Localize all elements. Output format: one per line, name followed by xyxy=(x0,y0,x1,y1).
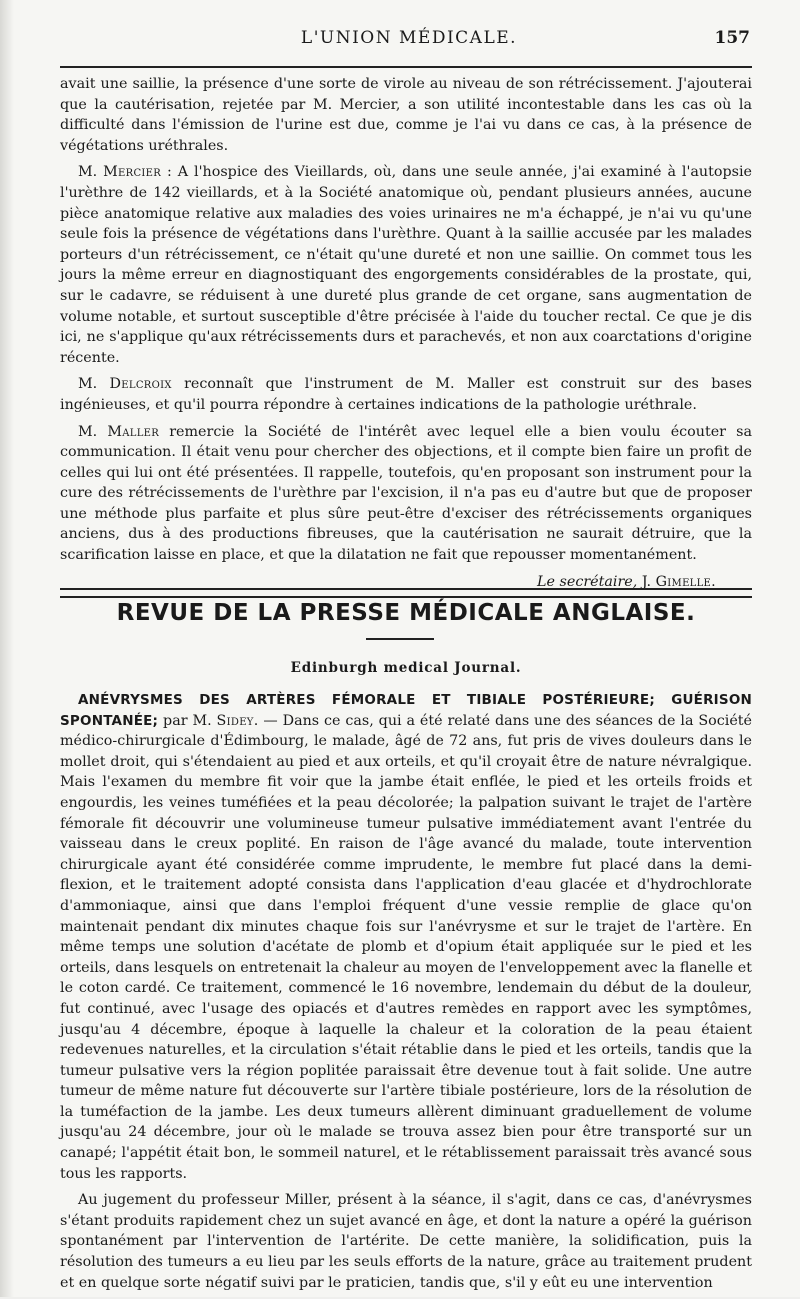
speaker-prefix: M. xyxy=(78,423,98,440)
journal-running-title: L'UNION MÉDICALE. xyxy=(300,28,518,48)
section-divider xyxy=(60,588,752,598)
speech-text: reconnaît que l'instrument de M. Maller est construit sur des bases ingénieuses, et qu'il pourra répondre à certaines indications de la pathologie uréthrale. xyxy=(60,376,753,413)
article-paragraph: Au jugement du professeur Miller, présent à la séance, il s'agit, dans ce cas, d'anévrysmes s'étant produits rapidement chez un sujet avancé en âge, et dont la nature a opéré la guérison spontanément par l'intervention de l'artérite. De cette manière, la solidification, puis la résolution des tumeurs a eu lieu par les seuls efforts de la nature, grâce au traitement prudent et en quelque sorte négatif suivi par le praticien, tandis que, s'il y eût eu une intervention xyxy=(60,1192,752,1291)
discussion-paragraph xyxy=(60,374,752,415)
speaker-name: Delcroix xyxy=(109,376,172,393)
page-edge-shadow xyxy=(0,0,14,1297)
speech-text: : A l'hospice des Vieillards, où, dans une seule année, j'ai examiné à l'autopsie l'urèthre de 142 vieillards, et à la Société anatomique où, pendant plusieurs années, aucune pièce anatomique relative aux maladies des voies urinaires ne m'a échappé, je n'ai vu qu'une seule fois la présence de végétations dans l'urèthre. Quant à la saillie accusée par les malades porteurs d'un rétrécissement, ce n'était qu'une dureté et non une saillie. On commet tous les jours la même erreur en diagnostiquant des engorgements considérables de la prostate, qui, sur le cadavre, se réduisent à une dureté plus grande de cet organe, sans augmentation de volume notable, et surtout susceptible d'être précisée à l'aide du toucher rectal. Ce que je dis ici, ne s'applique qu'aux rétrécissements durs et parachevés, et non aux coarctations d'origine récente. xyxy=(60,164,752,366)
author-name: Sidey. xyxy=(216,712,259,729)
discussion-paragraph xyxy=(60,162,752,368)
article-text: — Dans ce cas, qui a été relaté dans une des séances de la Société médico-chirurgicale d'Édimbourg, le malade, âgé de 72 ans, fut pris de vives douleurs dans le mollet droit, qui s'étendaient au pied et aux orteils, et qu'il croyait être de nature névralgique. Mais l'examen du membre fit voir que la jambe était enflée, le pied et les orteils froids et engourdis, les veines tuméfiées et la peau décolorée; la palpation suivant le trajet de l'artère fémorale fit découvrir une volumineuse tumeur pulsative immédiatement avant l'entrée du vaisseau dans le creux poplité. En raison de l'âge avancé du malade, toute intervention chirurgicale ayant été considérée comme imprudente, le membre fut placé dans la demi-flexion, et le traitement adopté consista dans l'application d'eau glacée et d'hydrochlorate d'ammoniaque, ainsi que dans l'emploi fréquent d'une vessie remplie de glace qu'on maintenait pendant dix minutes chaque fois sur l'anévrysme et sur le trajet de l'artère. En même temps une solution d'acétate de plomb et d'opium était appliquée sur le pied et les orteils, dans lesquels on entretenait la chaleur au moyen de l'enveloppement avec la flanelle et le coton cardé. Ce traitement, commencé le 16 novembre, lendemain du début de la douleur, fut continué, avec l'usage des opiacés et d'autres remèdes en rapport avec les symptômes, jusqu'au 4 décembre, époque à laquelle la chaleur et la coloration de la peau étaient redevenues naturelles, et la circulation s'était rétablie dans le pied et les orteils, tandis que la tumeur pulsative vers la région poplitée paraissait être devenue tout à fait solide. Une autre tumeur de même nature fut découverte sur l'artère tibiale postérieure, lors de la résolution de la tuméfaction de la jambe. Les deux tumeurs allèrent diminuant graduellement de volume jusqu'au 24 décembre, jour où le malade se trouva assez bien pour être transporté sur un canapé; l'appétit était bon, le sommeil naturel, et le rétablissement paraissait très avancé sous tous les rapports. xyxy=(60,712,752,1182)
speaker-name: Maller xyxy=(107,423,160,440)
speaker-prefix: M. xyxy=(78,164,98,181)
speaker-name: Mercier xyxy=(103,164,162,181)
title-underline xyxy=(366,638,434,640)
signature-role: Le secrétaire, xyxy=(537,573,638,590)
section-title: REVUE DE LA PRESSE MÉDICALE ANGLAISE. xyxy=(116,600,696,626)
discussion-section xyxy=(60,74,752,592)
article-heading: ANÉVRYSMES DES ARTÈRES FÉMORALE ET TIBIALE POSTÉRIEURE; GUÉRISON SPONTANÉE; xyxy=(60,692,752,729)
speech-text: remercie la Société de l'intérêt avec lequel elle a bien voulu écouter sa communication. Il était venu pour chercher des objections, et il compte bien faire un profit de celles qui lui ont été présentées. Il rappelle, toutefois, qu'en proposant son instrument pour la cure des rétrécissements de l'urèthre par l'excision, il n'a pas eu d'autre but que de proposer une méthode plus parfaite et plus sûre peut-être d'exciser des rétrécissements organiques anciens, dus à des productions fibreuses, que la cautérisation ne saurait détruire, que la scarification laisse en place, et que la dilatation ne fait que repousser momentanément. xyxy=(60,423,752,564)
running-head xyxy=(60,22,758,52)
discussion-paragraph xyxy=(60,422,752,566)
discussion-paragraph: avait une saillie, la présence d'une sorte de virole au niveau de son rétrécissement. J'ajouterai que la cautérisation, rejetée par M. Mercier, a son utilité incontestable dans les cas où la difficulté dans l'émission de l'urine est due, comme je l'ai vu dans ce cas, à la présence de végétations uréthrales. xyxy=(60,76,752,154)
speaker-prefix: M. xyxy=(78,376,98,393)
signature-initial: J. xyxy=(641,573,652,590)
review-article xyxy=(60,690,752,1299)
article-paragraph xyxy=(60,690,752,1184)
author-prefix: par M. xyxy=(163,712,212,729)
header-rule xyxy=(60,66,752,68)
journal-name: Edinburgh medical Journal. xyxy=(290,660,522,676)
page-number: 157 xyxy=(714,28,750,48)
signature-name: Gimelle. xyxy=(655,573,716,590)
